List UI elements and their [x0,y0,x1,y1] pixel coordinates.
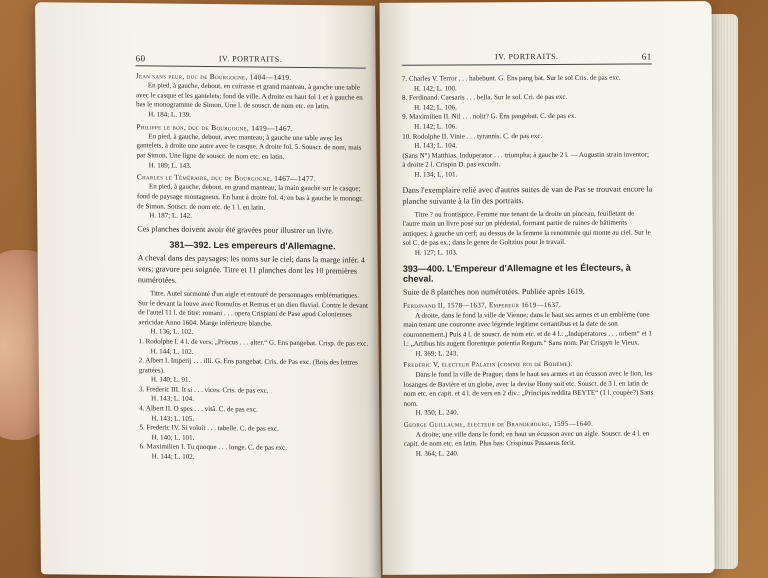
header-rule [402,63,652,65]
entry-text: Dans le fond la ville de Prague; dans le haut ses armes et un écusson avec le lion, les losanges de Bavière et un globe, avec la devise Hony soit etc. Souscr. de 3 l. en latin de nom etc. en capit. et 4 l. de vers en 2 div.: „Principis reddita BEYTE“ (1 l. coupée?) Sans nom. [403,369,654,408]
list-item: 4. Albert II. O spes . . . vitâ. C. de pas exc. [139,404,258,414]
list-item: 7. Charles V. Terror . . . habebunt. G. Ens pang bat. Sur le sol Cris. de pas exc. [401,73,621,83]
right-page-number: 61 [641,51,652,62]
titre-ref: H. 136; L. 102. [150,327,194,337]
entry-ref: H. 184; L. 139. [148,110,191,119]
entry-ref: H. 187; L. 142. [149,211,193,220]
entry [404,419,654,459]
section-intro: A cheval dans des paysages; les noms sur le ciel; dans la marge infér. 4 vers; gravure peu soignée. Titre et 11 planches dont les 10 premières numérotées. [137,253,365,285]
right-header [402,51,652,62]
list-item-ref: H. 142; L. 100. [413,84,457,93]
entry-name: Philippe le bon, duc de Bourgogne, 1419—1467. [136,121,294,133]
entry [137,172,367,223]
entry [403,300,653,359]
list-item-ref: H. 144; L. 102. [150,346,194,356]
entry-name: Frederic V, électeur Palatin (comme roi de Bohême). [403,360,573,370]
list-item-ref: H. 143; L. 104. [151,394,194,404]
entry-ref: H. 189; L. 143. [148,160,192,170]
entry-ref: H. 364; L. 240. [415,449,459,458]
list-item: 5. Frederic IV. Si voluit . . . tabelle. C. de pas exc. [139,423,279,434]
section-title: 381—392. Les empereurs d'Allemagne. [169,239,336,252]
left-header [135,53,366,64]
entry [136,71,366,122]
entry-text: En pied, à gauche, debout, en cuirasse et grand manteau, à gauche une table avec le casque et les gantelets; fond de ville. A droite en haut fol 1 et à gauche en bas le monogramme de Simon. Une l. de souscr. de nom etc. en latin. [135,81,363,111]
list-item: 1. Rodolphe I. 4 l. de vers; „Priscus . . . alter.“ G. Ens pangebat. Crisp. de pas exc. [138,337,369,348]
entry-name: George Guillaume, électeur de Brandebourg, 1595—1640. [403,419,594,429]
entry-text: A droite, dans le fond la ville de Vienne; dans le haut ses armes et un emblème (une main tenant une couronne avec légende legitime certantibus et la date de son couronnement.) Puis 4 l. de souscr. de nom etc. et de 4 l.: „Induperatores . . . orbem“ et 1 l.: „Artibus his augent florentque potentia Regum.“ Sans nom. Par Crispyn le Vieux. [403,309,652,349]
list-item-ref: H. 134; L. 101. [414,170,458,179]
list-item-ref: H. 140; L. 91. [150,375,191,385]
entry-ref: H. 369; L. 243. [415,349,459,358]
left-page [35,2,381,578]
entry-name: Ferdinand II, 1578—1637, Empereur 1619—1637. [403,300,562,310]
list-item: 6. Maximilien I. Tu quoque . . . longe. C. de pas exc. [139,442,288,453]
closing-line: Ces planches doivent avoir été gravées pour illustrer un livre. [137,223,334,236]
frontispice-text: Titre ? ou frontispice. Femme nue tenant de la droite un pinceau, feuilletant de l'autre main un livre posé sur un piédestal, formant partie de ruines de bâtiments antiques; à gauche un cerf; au dessus de la femme la renommée qui monte au ciel. Sur le sol C. de pas ex.; dans le genre de Goltzius pour le travail. [402,209,651,248]
list-item: 10. Rodolphe II. Vinie . . . tyrannis. C. de pas exc. [402,131,543,141]
list-item: 8. Ferdinand. Caesaris . . . bella. Sur le sol. Cri. de pas exc. [401,93,568,102]
list-item: 3. Frederic III. It si . . . vices. Cris. de pas exc. [139,385,269,395]
list-item-ref: H. 144; L. 102. [151,452,195,461]
right-page [380,1,715,575]
note: Dans l'exemplaire relié avec d'autres suites de van de Pas se trouvait encore la planche suivante à la fin des portraits. [402,183,653,206]
list-item-ref: H. 140; L. 101. [151,433,195,442]
entry-ref: H. 350; L. 240. [415,408,459,418]
list-item: 9. Maximilien II. Nil . . . nolit? G. Ens pangebat. C. de pas ex. [402,112,577,122]
left-running-head: IV. PORTRAITS. [218,54,283,64]
entry [136,122,366,173]
entry [403,360,653,419]
list-item-ref: H. 142; L. 106. [414,122,457,131]
section-title: 393—400. L'Empereur d'Allemagne et les Électeurs, à cheval. [402,262,631,284]
header-rule [136,65,366,68]
entry-text: En pied, à gauche, debout, en grand manteau; la main gauche sur le casque; fond de paysage montagneux. En haut à droite fol. 4; en bas à gauche le monogr. de Simon. Souscr. de nom etc. de 1 l. en latin. [136,182,363,212]
titre-text: Titre. Autel surmonté d'un aigle et entouré de personnages emblématiques. Sur le devant la louve avec Romulus et Remus et un dieu fluvial. Contre le devant de l'autel 11 l. de titre: romani . . . opera Crispiani de Pase apud Colonienses aericidae Anno 1604. Marge inférieure blanche. [138,289,368,328]
list-item-ref: H. 143; L. 104. [414,141,458,150]
right-content [402,73,654,461]
list-item-ref: H. 142; L. 106. [414,103,457,112]
entry-text: En pied, à gauche, debout, avec manteau; à gauche une table avec les gantelets, à droite une autre avec le casque. A droite fol. 5. Souscr. de nom, mais par Simon. Une ligne de souscr. de nom etc. en latin. [136,132,362,161]
list-item: (Sans N°) Matthias. Induperator . . . triumpha; à gauche 2 l. — Augustin strain inventor; à droite 2 l. Crispin D. pas excudit. [402,150,649,170]
list-item: 2. Albert I. Imperij . . . illi. G. Ens pangebat. Cris. de Pas exc. (Bois des lettres grattées). [138,356,358,375]
left-page-number: 60 [135,53,146,64]
left-content [136,71,370,464]
page-edges [710,14,738,569]
entry-name: Jean sans peur, duc de Bourgogne, 1404—1419. [135,71,292,82]
right-running-head: IV. PORTRAITS. [495,51,559,62]
frontispice-ref: H. 127; L. 103. [414,248,458,257]
list-item-ref: H. 143; L. 105. [151,414,195,423]
entry-name: Charles le Téméraire, duc de Bourgogne, 1467—1477. [136,172,317,184]
section-intro: Suite de 8 planches non numérotées. Publiée après 1619. [402,286,585,297]
entry-text: A droite; une ville dans le fond; en haut un écusson avec un aigle. Souscr. de 4 l. en capit. de nom etc. en latin. Plus bas: Crispinus Passaeus fecit. [403,429,650,448]
